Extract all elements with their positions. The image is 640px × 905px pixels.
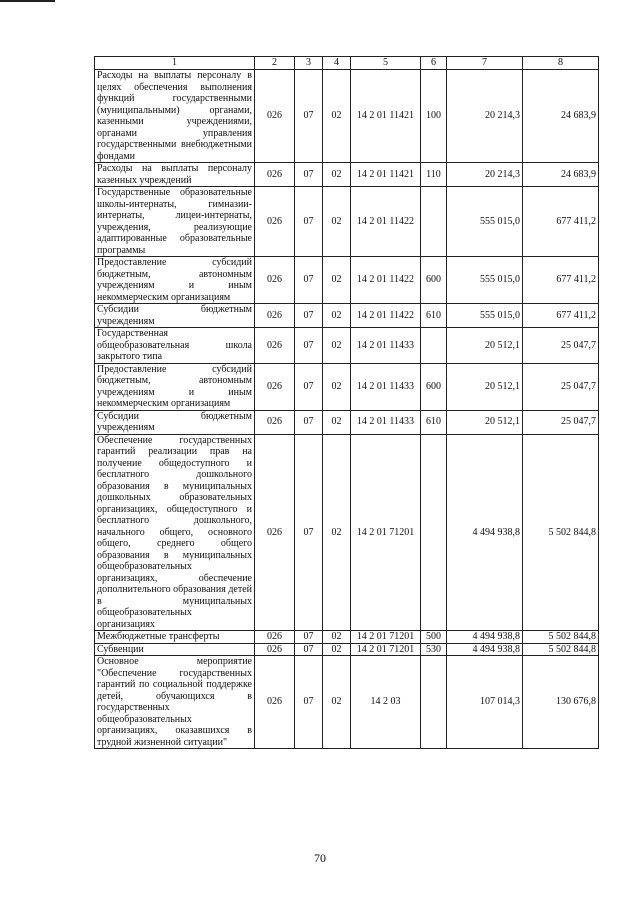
- target-article-cell: 14 2 01 71201: [351, 643, 421, 656]
- amount-cell: 5 502 844,8: [523, 434, 599, 631]
- target-article-cell: 14 2 01 71201: [351, 434, 421, 631]
- expense-type-cell: 600: [421, 363, 447, 410]
- header-cell: 8: [523, 57, 599, 70]
- amount-cell: 20 214,3: [447, 70, 523, 163]
- expense-type-cell: 500: [421, 631, 447, 644]
- amount-cell: 130 676,8: [523, 656, 599, 749]
- header-cell: 1: [95, 57, 255, 70]
- section-cell: 07: [295, 363, 323, 410]
- target-article-cell: 14 2 01 11433: [351, 410, 421, 434]
- header-cell: 3: [295, 57, 323, 70]
- amount-cell: 4 494 938,8: [447, 434, 523, 631]
- amount-cell: 107 014,3: [447, 656, 523, 749]
- code-cell: 026: [255, 656, 295, 749]
- code-cell: 026: [255, 328, 295, 364]
- budget-table: [94, 56, 599, 749]
- amount-cell: 20 512,1: [447, 410, 523, 434]
- code-cell: 026: [255, 70, 295, 163]
- table-row: [95, 304, 599, 328]
- code-cell: 026: [255, 631, 295, 644]
- amount-cell: 25 047,7: [523, 410, 599, 434]
- target-article-cell: 14 2 03: [351, 656, 421, 749]
- section-cell: 07: [295, 257, 323, 304]
- header-row: [95, 57, 599, 70]
- amount-cell: 677 411,2: [523, 304, 599, 328]
- header-cell: 4: [323, 57, 351, 70]
- subsection-cell: 02: [323, 163, 351, 187]
- row-name-cell: Субвенции: [95, 643, 255, 656]
- expense-type-cell: [421, 434, 447, 631]
- subsection-cell: 02: [323, 304, 351, 328]
- expense-type-cell: [421, 187, 447, 257]
- amount-cell: 677 411,2: [523, 187, 599, 257]
- amount-cell: 4 494 938,8: [447, 643, 523, 656]
- section-cell: 07: [295, 656, 323, 749]
- section-cell: 07: [295, 328, 323, 364]
- header-cell: 2: [255, 57, 295, 70]
- row-name-cell: Межбюджетные трансферты: [95, 631, 255, 644]
- target-article-cell: 14 2 01 71201: [351, 631, 421, 644]
- amount-cell: 24 683,9: [523, 70, 599, 163]
- amount-cell: 20 512,1: [447, 363, 523, 410]
- expense-type-cell: [421, 656, 447, 749]
- expense-type-cell: 610: [421, 304, 447, 328]
- table-row: [95, 656, 599, 749]
- section-cell: 07: [295, 410, 323, 434]
- page-number: 70: [314, 851, 326, 865]
- subsection-cell: 02: [323, 70, 351, 163]
- target-article-cell: 14 2 01 11422: [351, 187, 421, 257]
- row-name-cell: Государственная общеобразовательная школа закрытого типа: [95, 328, 255, 364]
- code-cell: 026: [255, 410, 295, 434]
- table-row: [95, 163, 599, 187]
- expense-type-cell: 100: [421, 70, 447, 163]
- table-row: [95, 328, 599, 364]
- code-cell: 026: [255, 434, 295, 631]
- amount-cell: 25 047,7: [523, 363, 599, 410]
- subsection-cell: 02: [323, 257, 351, 304]
- expense-type-cell: [421, 328, 447, 364]
- amount-cell: 4 494 938,8: [447, 631, 523, 644]
- scan-edge-mark: [0, 0, 55, 2]
- subsection-cell: 02: [323, 656, 351, 749]
- header-cell: 6: [421, 57, 447, 70]
- target-article-cell: 14 2 01 11433: [351, 363, 421, 410]
- table-row: [95, 410, 599, 434]
- code-cell: 026: [255, 163, 295, 187]
- section-cell: 07: [295, 187, 323, 257]
- target-article-cell: 14 2 01 11422: [351, 257, 421, 304]
- amount-cell: 555 015,0: [447, 187, 523, 257]
- table-row: [95, 187, 599, 257]
- table-row: [95, 70, 599, 163]
- code-cell: 026: [255, 363, 295, 410]
- header-cell: 5: [351, 57, 421, 70]
- amount-cell: 25 047,7: [523, 328, 599, 364]
- subsection-cell: 02: [323, 328, 351, 364]
- section-cell: 07: [295, 163, 323, 187]
- code-cell: 026: [255, 304, 295, 328]
- target-article-cell: 14 2 01 11422: [351, 304, 421, 328]
- table-row: [95, 434, 599, 631]
- row-name-cell: Расходы на выплаты персоналу в целях обеспечения выполнения функций государственными (муниципальными) органами, казенными учреждениями, органами управления государственными внебюджетными фондами: [95, 70, 255, 163]
- amount-cell: 24 683,9: [523, 163, 599, 187]
- target-article-cell: 14 2 01 11421: [351, 70, 421, 163]
- section-cell: 07: [295, 631, 323, 644]
- row-name-cell: Предоставление субсидий бюджетным, автономным учреждениям и иным некоммерческим организациям: [95, 257, 255, 304]
- subsection-cell: 02: [323, 187, 351, 257]
- code-cell: 026: [255, 643, 295, 656]
- section-cell: 07: [295, 643, 323, 656]
- row-name-cell: Предоставление субсидий бюджетным, автономным учреждениям и иным некоммерческим организациям: [95, 363, 255, 410]
- row-name-cell: Государственные образовательные школы-интернаты, гимназии-интернаты, лицеи-интернаты, учреждения, реализующие адаптированные образовательные программы: [95, 187, 255, 257]
- amount-cell: 5 502 844,8: [523, 643, 599, 656]
- expense-type-cell: 110: [421, 163, 447, 187]
- amount-cell: 20 512,1: [447, 328, 523, 364]
- subsection-cell: 02: [323, 631, 351, 644]
- section-cell: 07: [295, 70, 323, 163]
- table-row: [95, 631, 599, 644]
- table-row: [95, 643, 599, 656]
- row-name-cell: Основное мероприятие "Обеспечение государственных гарантий по социальной поддержке детей, обучающихся в государственных общеобразовательных организациях, оказавшихся в трудной жизненной ситуации": [95, 656, 255, 749]
- header-cell: 7: [447, 57, 523, 70]
- amount-cell: 555 015,0: [447, 257, 523, 304]
- subsection-cell: 02: [323, 410, 351, 434]
- row-name-cell: Субсидии бюджетным учреждениям: [95, 304, 255, 328]
- code-cell: 026: [255, 257, 295, 304]
- subsection-cell: 02: [323, 363, 351, 410]
- amount-cell: 677 411,2: [523, 257, 599, 304]
- amount-cell: 555 015,0: [447, 304, 523, 328]
- target-article-cell: 14 2 01 11421: [351, 163, 421, 187]
- table-row: [95, 363, 599, 410]
- expense-type-cell: 610: [421, 410, 447, 434]
- amount-cell: 5 502 844,8: [523, 631, 599, 644]
- amount-cell: 20 214,3: [447, 163, 523, 187]
- expense-type-cell: 600: [421, 257, 447, 304]
- expense-type-cell: 530: [421, 643, 447, 656]
- section-cell: 07: [295, 434, 323, 631]
- table-row: [95, 257, 599, 304]
- row-name-cell: Субсидии бюджетным учреждениям: [95, 410, 255, 434]
- subsection-cell: 02: [323, 434, 351, 631]
- code-cell: 026: [255, 187, 295, 257]
- subsection-cell: 02: [323, 643, 351, 656]
- row-name-cell: Обеспечение государственных гарантий реализации прав на получение общедоступного и бесплатного дошкольного образования в муниципальных дошкольных образовательных организациях, общедоступного и бесплатного дошкольного, начального общего, основного общего, среднего общего образования в муниципальных общеобразовательных организациях, обеспечение дополнительного образования детей в муниципальных общеобразовательных организациях: [95, 434, 255, 631]
- row-name-cell: Расходы на выплаты персоналу казенных учреждений: [95, 163, 255, 187]
- target-article-cell: 14 2 01 11433: [351, 328, 421, 364]
- section-cell: 07: [295, 304, 323, 328]
